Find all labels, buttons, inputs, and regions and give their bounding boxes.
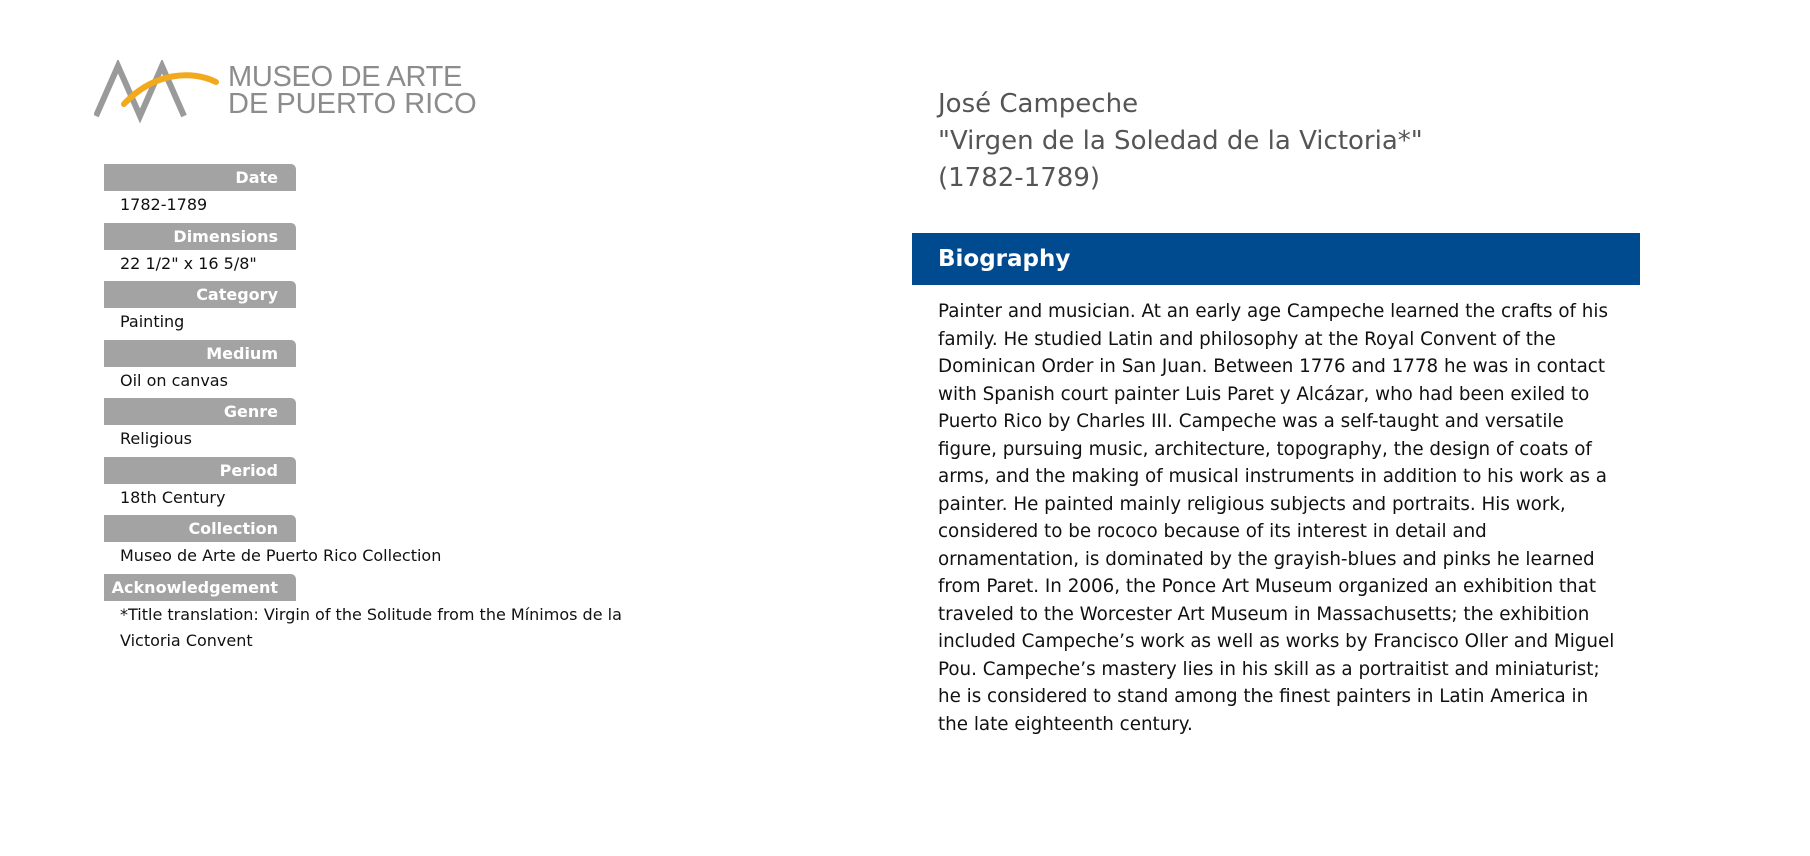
field-label: Medium: [104, 340, 296, 367]
field-medium: [104, 340, 664, 399]
biography-heading: Biography: [938, 246, 1071, 272]
logo-line-2: DE PUERTO RICO: [228, 88, 477, 120]
artwork-details: [104, 164, 664, 650]
artwork-date: (1782-1789): [938, 163, 1101, 193]
field-label: Date: [104, 164, 296, 191]
biography-text: Painter and musician. At an early age Campeche learned the crafts of his family. He studied Latin and philosophy at the Royal Convent of the Dominican Order in San Juan. Between 1776 and 1778 he was in contact with Spanish court painter Luis Paret y Alcázar, who had been exiled to Puerto Rico by Charles III. Campeche was a self-taught and versatile figure, pursuing music, architecture, topography, the design of coats of arms, and the making of musical instruments in addition to his work as a painter. He painted mainly religious subjects and portraits. His work, considered to be rococo because of its interest in detail and ornamentation, is dominated by the grayish-blues and pinks he learned from Paret. In 2006, the Ponce Art Museum organized an exhibition that traveled to the Worcester Art Museum in Massachusetts; the exhibition included Campeche’s work as well as works by Francisco Oller and Miguel Pou. Campeche’s mastery lies in his skill as a portraitist and miniaturist; he is considered to stand among the finest painters in Latin America in the late eighteenth century.: [938, 301, 1615, 735]
field-period: [104, 457, 664, 516]
field-value: Painting: [120, 312, 185, 331]
field-date: [104, 164, 664, 223]
field-value: Religious: [120, 429, 192, 448]
field-value: Oil on canvas: [120, 370, 228, 390]
field-label: Collection: [104, 515, 296, 542]
field-label: Category: [104, 281, 296, 308]
field-label: Acknowledgement: [104, 574, 296, 601]
field-genre: [104, 398, 664, 457]
artwork-header: [938, 86, 1578, 197]
artwork-title: "Virgen de la Soledad de la Victoria*": [938, 126, 1423, 156]
field-value: *Title translation: Virgin of the Solitude from the Mínimos de la Victoria Convent: [120, 604, 622, 650]
field-label: Period: [104, 457, 296, 484]
museum-logo-mark-icon: [94, 60, 222, 124]
field-dimensions: [104, 223, 664, 282]
field-collection: [104, 515, 664, 574]
logo-line-1: MUSEO DE ARTE: [228, 61, 463, 93]
field-value: 18th Century: [120, 487, 226, 507]
museum-logo: [94, 60, 494, 124]
museum-logo-text: [228, 61, 477, 120]
field-label: Genre: [104, 398, 296, 425]
field-label: Dimensions: [104, 223, 296, 250]
biography-header-bar: [912, 233, 1640, 285]
field-value: 22 1/2" x 16 5/8": [120, 253, 257, 273]
field-value: Museo de Arte de Puerto Rico Collection: [120, 546, 442, 565]
field-category: [104, 281, 664, 340]
field-value: 1782-1789: [120, 195, 208, 214]
field-acknowledgement: [104, 574, 664, 650]
artist-name: José Campeche: [938, 89, 1139, 119]
